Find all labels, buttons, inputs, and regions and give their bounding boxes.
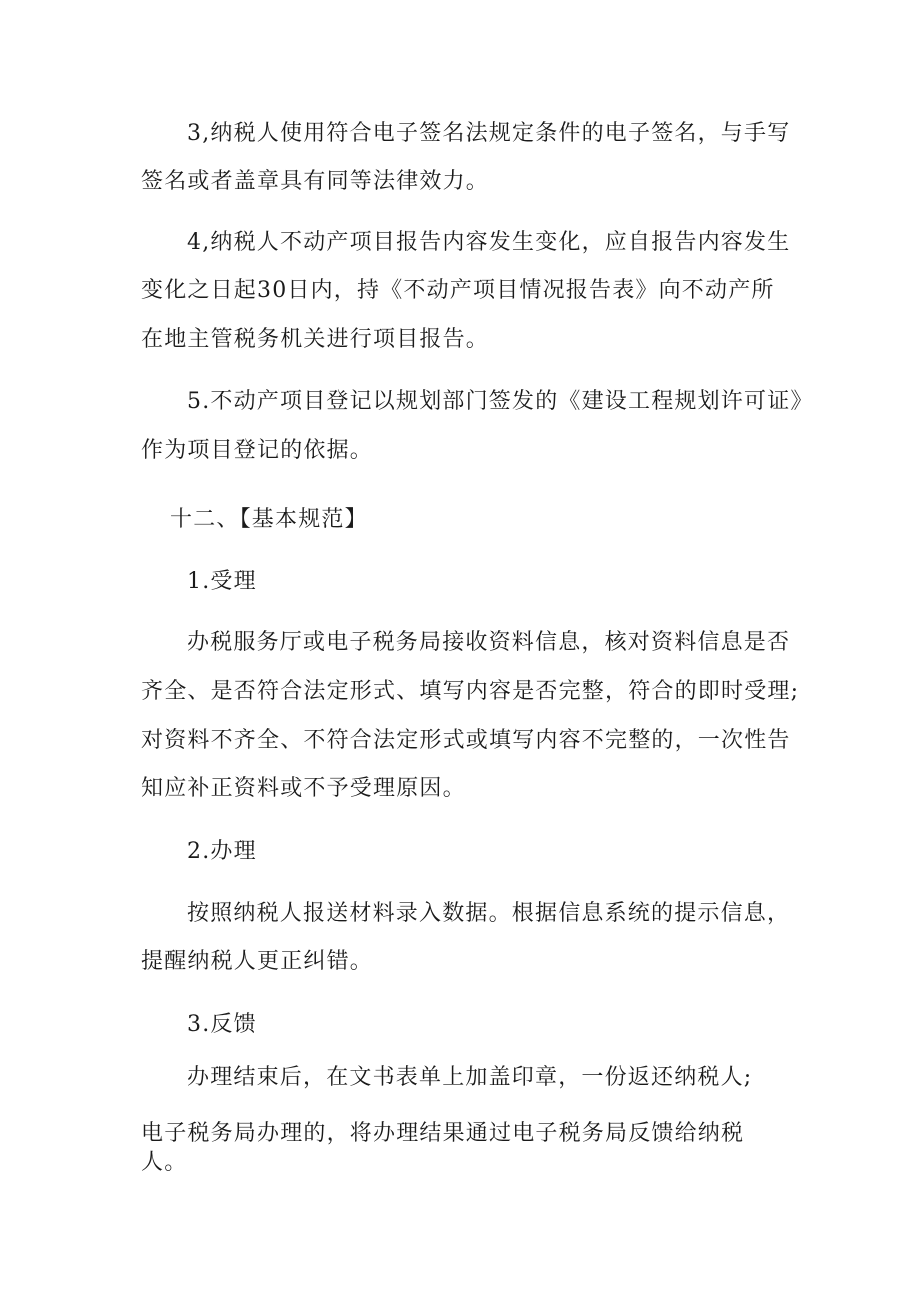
- text-line: 对资料不齐全、不符合法定形式或填写内容不完整的，一次性告: [141, 728, 791, 753]
- subsection-heading-acceptance: 1.受理: [187, 569, 257, 594]
- subsection-heading-feedback: 3.反馈: [187, 1012, 257, 1037]
- text-line: 签名或者盖章具有同等法律效力。: [141, 169, 490, 194]
- text-line: 3,纳税人使用符合电子签名法规定条件的电子签名，与手写: [187, 121, 791, 146]
- text-line: 作为项目登记的依据。: [141, 438, 374, 463]
- text-line: 人。: [141, 1150, 188, 1175]
- text-line: 知应补正资料或不予受理原因。: [141, 776, 466, 801]
- subsection-heading-processing: 2.办理: [187, 839, 257, 864]
- text-line: 办税服务厅或电子税务局接收资料信息，核对资料信息是否: [187, 630, 791, 655]
- text-line: 在地主管税务机关进行项目报告。: [141, 327, 490, 352]
- text-line: 4,纳税人不动产项目报告内容发生变化，应自报告内容发生: [187, 230, 791, 255]
- text-line: 提醒纳税人更正纠错。: [141, 949, 374, 974]
- text-line: 变化之日起30日内，持《不动产项目情况报告表》向不动产所: [141, 278, 775, 303]
- text-line: 齐全、是否符合法定形式、填写内容是否完整，符合的即时受理;: [141, 679, 800, 704]
- section-heading: 十二、【基本规范】: [170, 507, 368, 532]
- text-line: 办理结束后，在文书表单上加盖印章，一份返还纳税人;: [187, 1065, 753, 1090]
- text-line: 按照纳税人报送材料录入数据。根据信息系统的提示信息，: [187, 901, 791, 926]
- text-line: 5.不动产项目登记以规划部门签发的《建设工程规划许可证》: [187, 389, 814, 414]
- text-line: 电子税务局办理的，将办理结果通过电子税务局反馈给纳税: [141, 1121, 745, 1146]
